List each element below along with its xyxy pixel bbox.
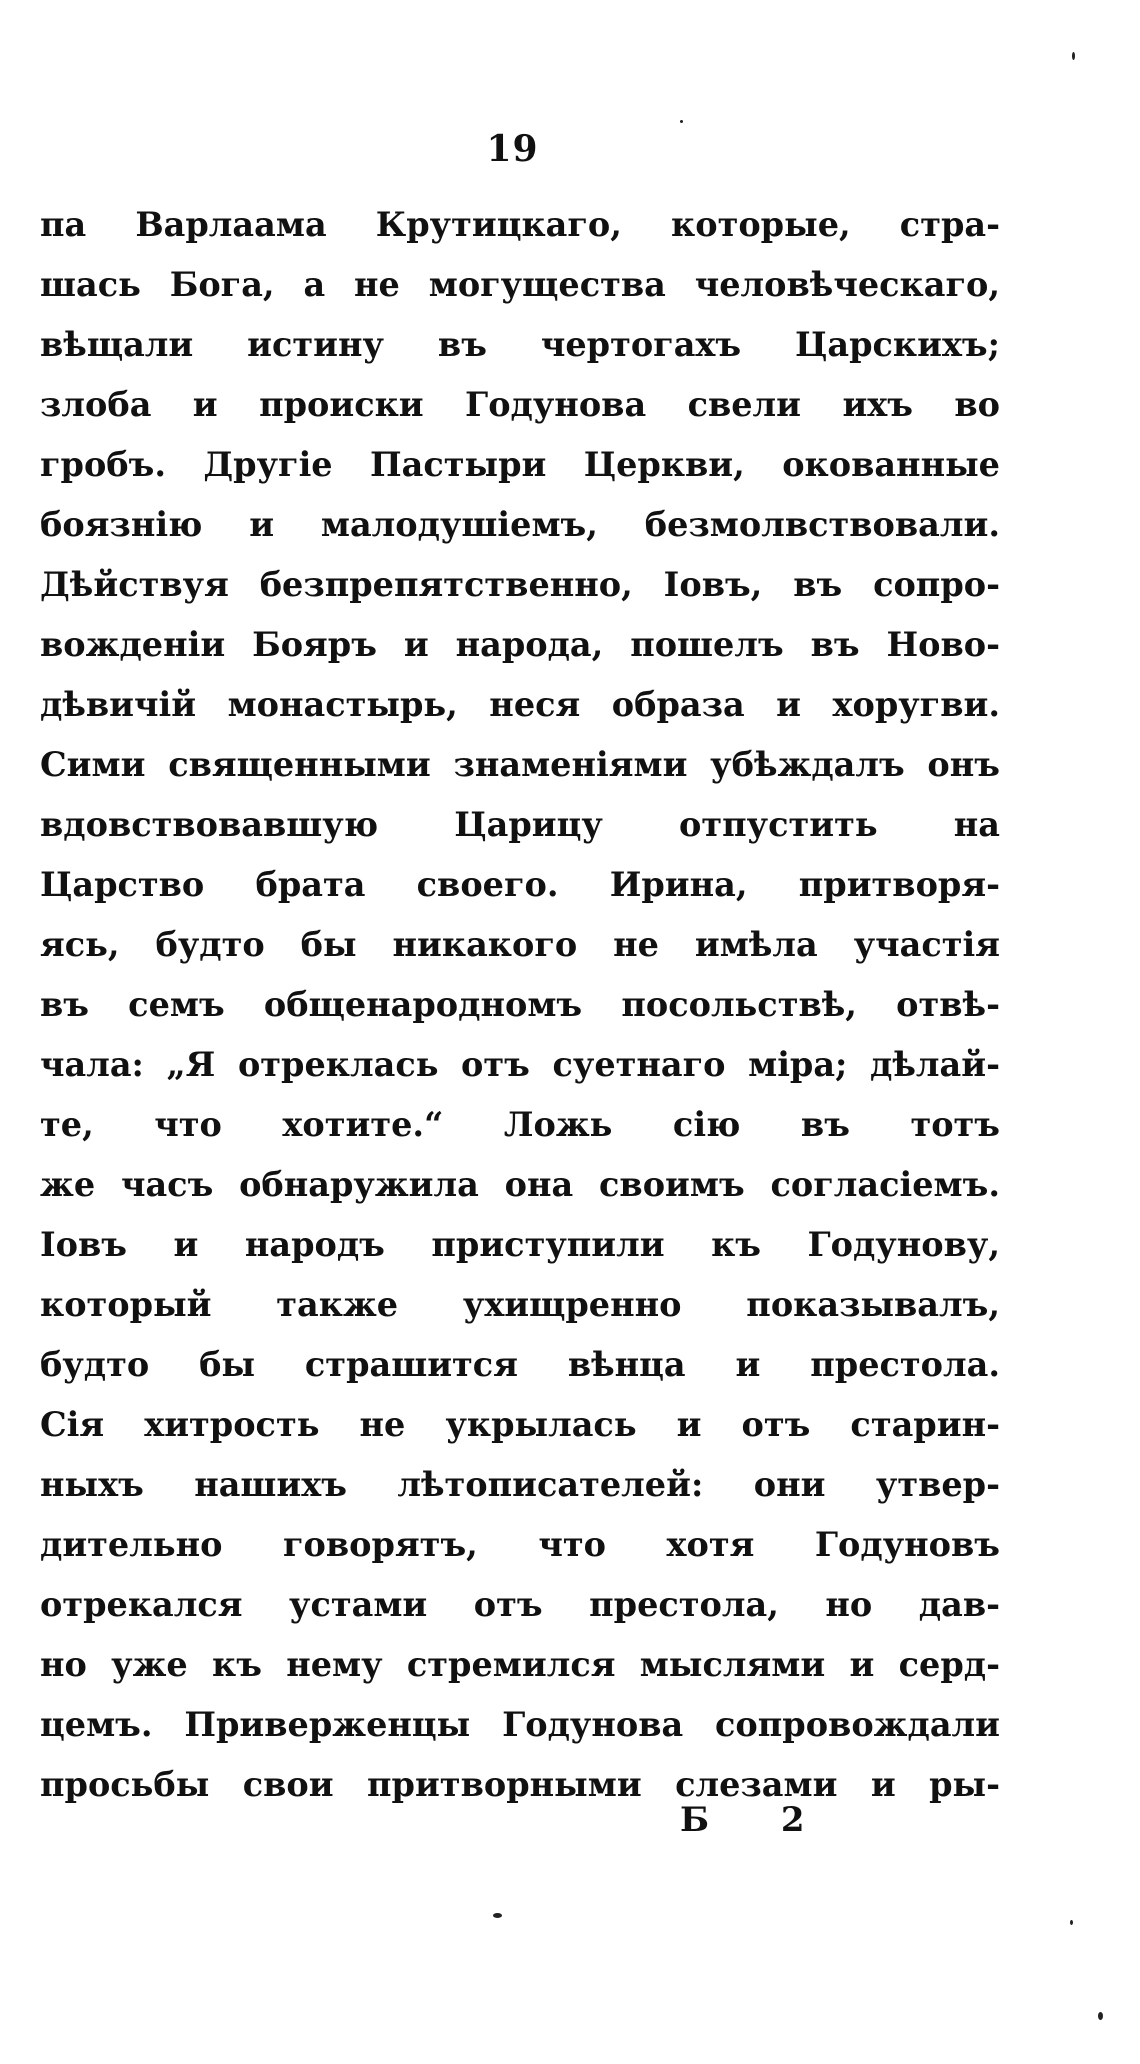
ink-speck (1070, 1920, 1073, 1925)
text-line: боязнію и малодушіемъ, безмолвствовали. (40, 505, 1000, 544)
text-line: Іовъ и народъ приступили къ Годунову, (40, 1225, 1000, 1264)
text-line: гробъ. Другіе Пастыри Церкви, окованные (40, 445, 1000, 484)
ink-speck (493, 1913, 502, 1918)
text-line: дѣвичій монастырь, неся образа и хоругви. (40, 685, 1000, 724)
ink-speck (1072, 52, 1075, 60)
text-line: же часъ обнаружила она своимъ согласіемъ. (40, 1165, 1000, 1204)
text-line: просьбы свои притворными слезами и ры- (40, 1765, 1000, 1804)
text-line: те, что хотите.“ Ложь сію въ тотъ (40, 1105, 1000, 1144)
text-line: вдовствовавшую Царицу отпустить на (40, 805, 1000, 844)
text-line: ныхъ нашихъ лѣтописателей: они утвер- (40, 1465, 1000, 1504)
text-line: который также ухищренно показывалъ, (40, 1285, 1000, 1324)
text-line: вожденіи Бояръ и народа, пошелъ въ Ново- (40, 625, 1000, 664)
text-line: вѣщали истину въ чертогахъ Царскихъ; (40, 325, 1000, 364)
text-line: шась Бога, а не могущества человѣческаго, (40, 265, 1000, 304)
text-line: злоба и происки Годунова свели ихъ во (40, 385, 1000, 424)
page-number: 19 (486, 128, 539, 170)
text-line: но уже къ нему стремился мыслями и серд- (40, 1645, 1000, 1684)
text-line: па Варлаама Крутицкаго, которые, стра- (40, 205, 1000, 244)
text-line: дительно говорятъ, что хотя Годуновъ (40, 1525, 1000, 1564)
text-line: ясь, будто бы никакого не имѣла участія (40, 925, 1000, 964)
text-line: цемъ. Приверженцы Годунова сопровождали (40, 1705, 1000, 1744)
text-line: Сими священными знаменіями убѣждалъ онъ (40, 745, 1000, 784)
text-line: будто бы страшится вѣнца и престола. (40, 1345, 1000, 1384)
ink-speck (680, 120, 683, 123)
body-text (40, 195, 1000, 1815)
text-line: отрекался устами отъ престола, но дав- (40, 1585, 1000, 1624)
signature-mark: Б 2 (680, 1800, 835, 1840)
ink-speck (1098, 2012, 1103, 2020)
text-line: Дѣйствуя безпрепятственно, Іовъ, въ сопро- (40, 565, 1000, 604)
text-line: въ семъ общенародномъ посольствѣ, отвѣ- (40, 985, 1000, 1024)
text-line: Сія хитрость не укрылась и отъ старин- (40, 1405, 1000, 1444)
text-line: чала: „Я отреклась отъ суетнаго міра; дѣлай- (40, 1045, 1000, 1084)
text-line: Царство брата своего. Ирина, притворя- (40, 865, 1000, 904)
